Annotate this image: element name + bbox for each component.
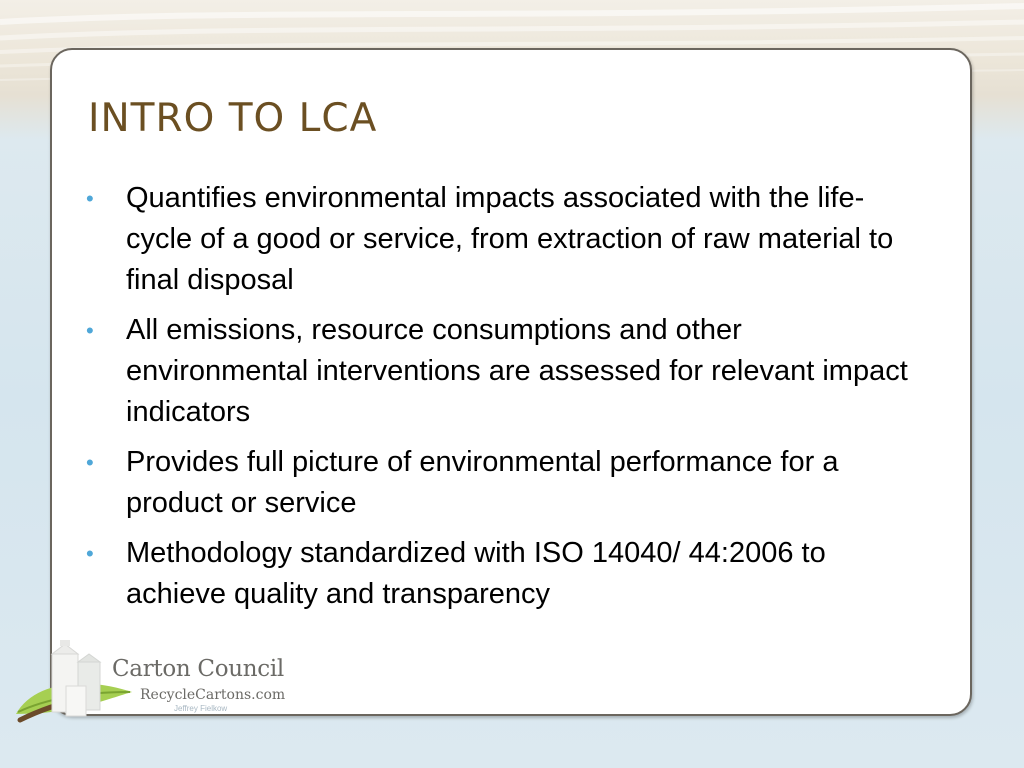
bullet-text: Provides full picture of environmental performance for a product or service [126, 446, 839, 519]
slide-title: INTRO TO LCA [88, 96, 378, 141]
bullet-item [86, 533, 926, 615]
bullet-dot-icon: • [86, 450, 94, 475]
bullet-text: Quantifies environmental impacts associated with the life-cycle of a good or service, from extraction of raw material to final disposal [126, 182, 894, 296]
logo-name: Carton Council [112, 656, 284, 682]
bullet-item [86, 442, 926, 524]
bullet-text: All emissions, resource consumptions and other environmental interventions are assessed for relevant impact indicators [126, 314, 908, 428]
logo-author: Jeffrey Fielkow [174, 704, 228, 713]
logo-url: RecycleCartons.com [140, 687, 286, 703]
bullet-item [86, 310, 926, 433]
bullet-list [86, 178, 926, 624]
bullet-dot-icon: • [86, 186, 94, 211]
bullet-dot-icon: • [86, 541, 94, 566]
bullet-dot-icon: • [86, 318, 94, 343]
bullet-text: Methodology standardized with ISO 14040/ 44:2006 to achieve quality and transparency [126, 537, 826, 610]
bullet-item [86, 178, 926, 301]
